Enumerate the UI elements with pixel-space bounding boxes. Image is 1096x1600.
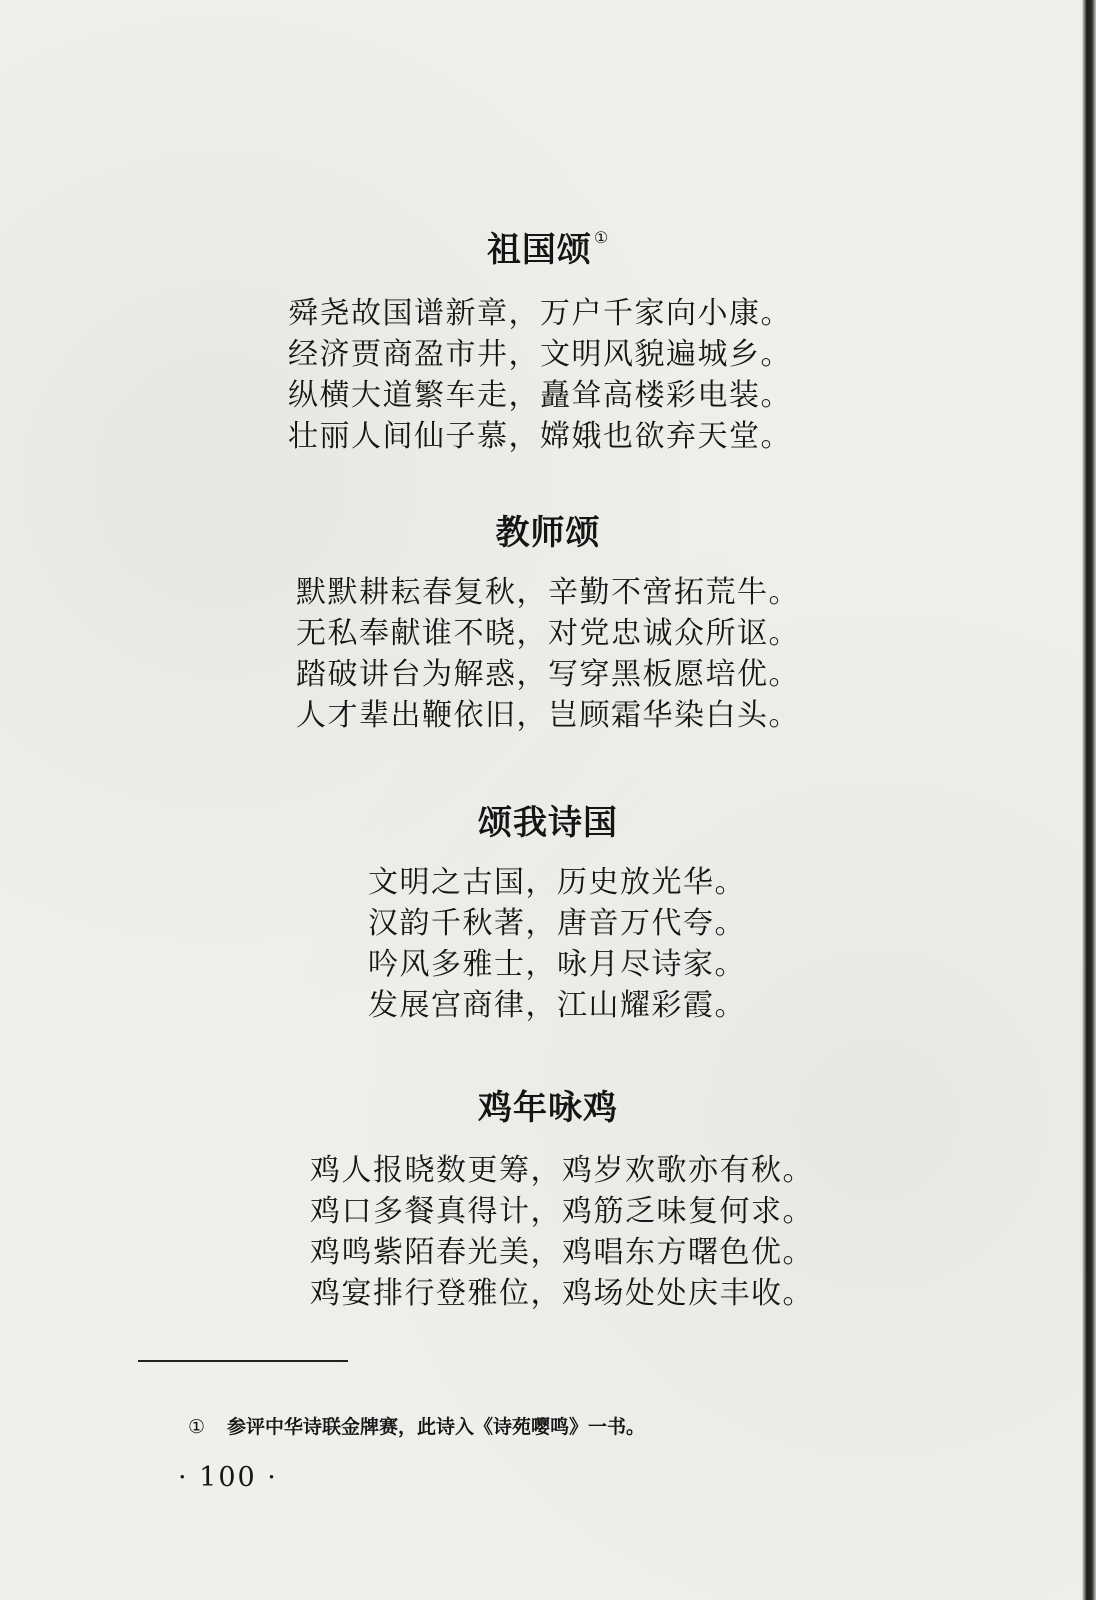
poem-line: 鸡鸣紫陌春光美，鸡唱东方曙色优。 bbox=[310, 1235, 814, 1270]
poem-3-lines bbox=[368, 862, 746, 1026]
poem-line: 无私奉献谁不晓，对党忠诚众所讴。 bbox=[296, 616, 800, 651]
poem-title-4: 鸡年咏鸡 bbox=[478, 1088, 618, 1128]
page-edge-shadow bbox=[1082, 0, 1096, 1600]
poem-title-1-text: 祖国颂 bbox=[486, 230, 592, 270]
poem-line: 壮丽人间仙子慕，嫦娥也欲弃天堂。 bbox=[288, 419, 792, 454]
poem-line: 鸡宴排行登雅位，鸡场处处庆丰收。 bbox=[310, 1276, 814, 1311]
poem-1-lines bbox=[288, 293, 792, 457]
poem-4-lines bbox=[310, 1150, 814, 1314]
poem-line: 吟风多雅士，咏月尽诗家。 bbox=[368, 947, 746, 982]
page-number: · 100 · bbox=[178, 1462, 278, 1493]
poem-2-lines bbox=[296, 572, 800, 736]
footnote-text: 参评中华诗联金牌赛，此诗入《诗苑嘤鸣》一书。 bbox=[227, 1416, 646, 1438]
poem-line: 默默耕耘春复秋，辛勤不啻拓荒牛。 bbox=[296, 575, 800, 610]
poem-line: 鸡口多餐真得计，鸡筋乏味复何求。 bbox=[310, 1194, 814, 1229]
footnote-mark: ① bbox=[188, 1416, 206, 1438]
poem-line: 经济贾商盈市井，文明风貌遍城乡。 bbox=[288, 337, 792, 372]
poem-line: 文明之古国，历史放光华。 bbox=[368, 865, 746, 900]
footnote bbox=[188, 1412, 645, 1439]
poem-line: 发展宫商律，江山耀彩霞。 bbox=[368, 988, 746, 1023]
poem-line: 舜尧故国谱新章，万户千家向小康。 bbox=[288, 296, 792, 331]
poem-title-1 bbox=[0, 222, 1096, 271]
poem-line: 鸡人报晓数更筹，鸡岁欢歌亦有秋。 bbox=[310, 1153, 814, 1188]
poem-line: 汉韵千秋著，唐音万代夸。 bbox=[368, 906, 746, 941]
poem-line: 人才辈出鞭依旧，岂顾霜华染白头。 bbox=[296, 698, 800, 733]
poem-line: 踏破讲台为解惑，写穿黑板愿培优。 bbox=[296, 657, 800, 692]
poem-title-2: 教师颂 bbox=[495, 513, 601, 553]
poem-line: 纵横大道繁车走，矗耸高楼彩电装。 bbox=[288, 378, 792, 413]
footnote-rule bbox=[138, 1360, 348, 1362]
poem-title-3: 颂我诗国 bbox=[478, 803, 618, 843]
footnote-reference-mark: ① bbox=[593, 228, 610, 247]
